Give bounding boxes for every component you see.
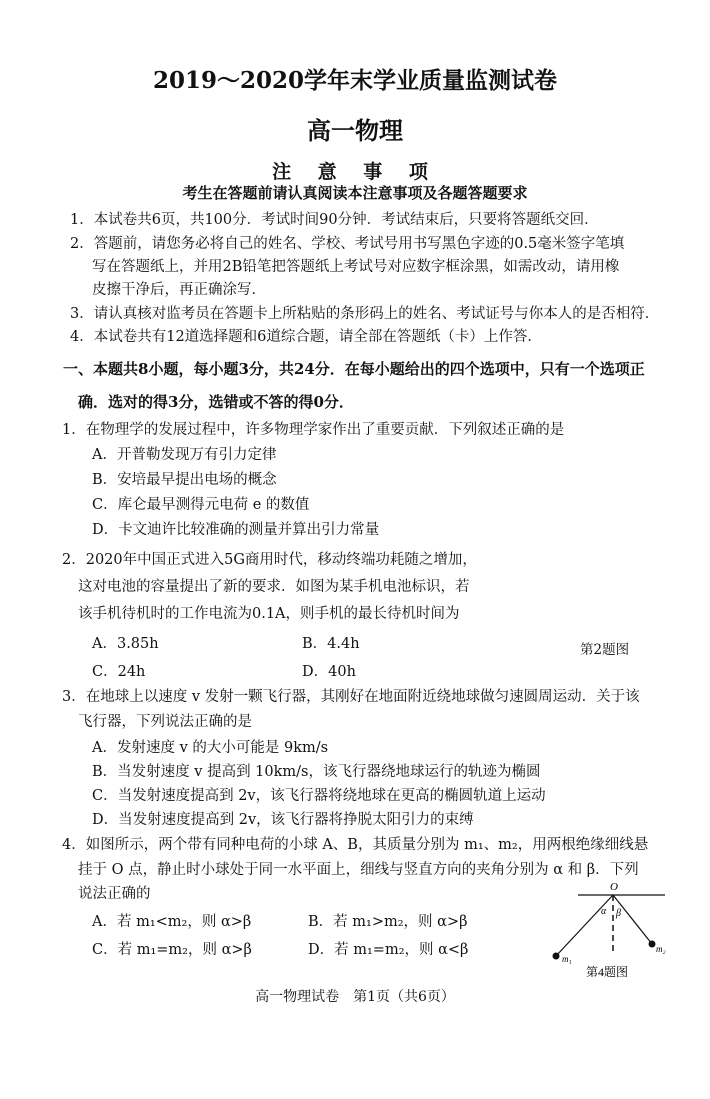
q4-figure	[540, 870, 700, 980]
q3-option-a: A．发射速度 v 的大小可能是 9km/s	[92, 740, 329, 756]
notice-item: 2．答题前，请您务必将自己的姓名、学校、考试号用书写黑色字迹的0.5毫米签字笔填	[70, 236, 625, 252]
q1-stem: 1．在物理学的发展过程中，许多物理学家作出了重要贡献．下列叙述正确的是	[62, 422, 565, 438]
q3-option-d: D．当发射速度提高到 2v，该飞行器将挣脱太阳引力的束缚	[92, 812, 474, 828]
q3-option-b: B．当发射速度 v 提高到 10km/s，该飞行器绕地球运行的轨迹为椭圆	[92, 764, 541, 780]
q2-option-a: A．3.85h	[92, 636, 159, 652]
q2-figure-label: 第2题图	[580, 642, 630, 658]
ball-a	[553, 953, 560, 960]
exam-title: 2019～2020学年末学业质量监测试卷	[152, 67, 558, 94]
section-heading-line2: 确．选对的得3分，选错或不答的得0分．	[78, 393, 354, 411]
q2-option-c: C．24h	[92, 664, 146, 680]
q1-option-c: C．库仑最早测得元电荷 e 的数值	[92, 497, 310, 513]
q4-option-b: B．若 m₁>m₂，则 α>β	[308, 914, 468, 930]
q4-stem-line3: 说法正确的	[78, 886, 151, 902]
notice-item: 1．本试卷共6页，共100分．考试时间90分钟．考试结束后，只要将答题纸交回．	[70, 212, 599, 228]
q2-stem-line3: 该手机待机时的工作电流为0.1A，则手机的最长待机时间为	[78, 606, 460, 622]
section-heading-line1: 一、本题共8小题，每小题3分，共24分．在每小题给出的四个选项中，只有一个选项正	[63, 360, 645, 378]
subject-title: 高一物理	[307, 116, 403, 145]
notice-subtitle: 考生在答题前请认真阅读本注意事项及各题答题要求	[182, 184, 528, 202]
q1-option-a: A．开普勒发现万有引力定律	[92, 447, 277, 463]
q2-stem-line2: 这对电池的容量提出了新的要求．如图为某手机电池标识，若	[78, 579, 470, 595]
q2-option-b: B．4.4h	[302, 636, 360, 652]
notice-item: 4．本试卷共有12道选择题和6道综合题，请全部在答题纸（卡）上作答．	[70, 329, 542, 345]
thread-a	[556, 895, 613, 956]
q2-stem-line1: 2．2020年中国正式进入5G商用时代，移动终端功耗随之增加，	[62, 552, 477, 568]
q4-option-c: C．若 m₁=m₂，则 α>β	[92, 942, 252, 958]
q4-option-a: A．若 m₁<m₂，则 α>β	[92, 914, 252, 930]
notice-item: 皮擦干净后，再正确涂写．	[92, 282, 266, 298]
q4-stem-line2: 挂于 O 点，静止时小球处于同一水平面上，细线与竖直方向的夹角分别为 α 和 β．下列	[78, 862, 639, 878]
q2-option-d: D．40h	[302, 664, 356, 680]
notice-item: 3．请认真核对监考员在答题卡上所粘贴的条形码上的姓名、考试证号与你本人的是否相符．	[70, 306, 660, 322]
q3-option-c: C．当发射速度提高到 2v，该飞行器将绕地球在更高的椭圆轨道上运动	[92, 788, 546, 804]
q4-label-m1: m₁	[562, 954, 572, 964]
thread-b	[613, 895, 652, 944]
q4-stem-line1: 4．如图所示，两个带有同种电荷的小球 A、B，其质量分别为 m₁、m₂，用两根绝缘细线悬	[62, 837, 649, 853]
q3-stem-line2: 飞行器，下列说法正确的是	[78, 714, 252, 730]
q4-label-beta: β	[616, 908, 621, 919]
q4-label-m2: m₂	[656, 944, 666, 954]
page-footer: 高一物理试卷 第1页（共6页）	[255, 989, 455, 1005]
notice-item: 写在答题纸上，并用2B铅笔把答题纸上考试号对应数字框涂黑，如需改动，请用橡	[92, 259, 620, 275]
q4-label-o: O	[610, 881, 618, 893]
q4-option-d: D．若 m₁=m₂，则 α<β	[308, 942, 469, 958]
notice-title: 注 意 事 项	[272, 161, 438, 183]
q3-stem-line1: 3．在地球上以速度 v 发射一颗飞行器，其刚好在地面附近绕地球做匀速圆周运动．关于该	[62, 689, 640, 705]
q1-option-d: D．卡文迪许比较准确的测量并算出引力常量	[92, 522, 380, 538]
ball-b	[649, 941, 656, 948]
q4-label-alpha: α	[601, 906, 607, 917]
q4-figure-label: 第4题图	[586, 965, 629, 979]
q1-option-b: B．安培最早提出电场的概念	[92, 472, 277, 488]
